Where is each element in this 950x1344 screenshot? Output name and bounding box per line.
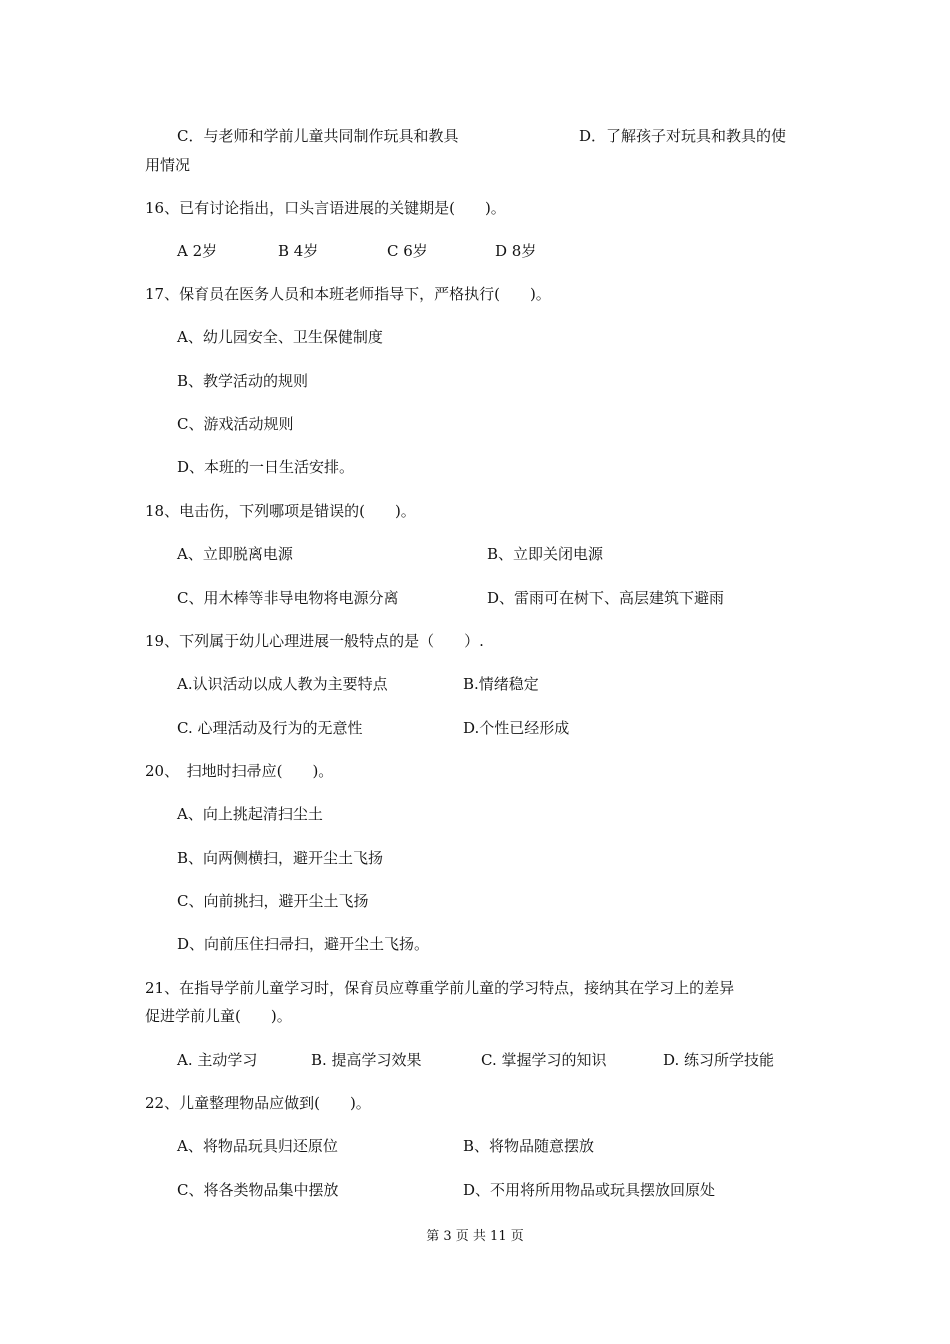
q22-option-a: A、将物品玩具归还原位 — [177, 1137, 338, 1155]
q19-stem: 19、下列属于幼儿心理进展一般特点的是（ ）. — [145, 632, 484, 650]
q17-option-c: C、游戏活动规则 — [177, 415, 294, 433]
q15-option-d-continued: 用情况 — [145, 156, 191, 174]
q17-option-d: D、本班的一日生活安排。 — [177, 458, 355, 476]
q17-option-a: A、幼儿园安全、卫生保健制度 — [177, 328, 383, 346]
q16-stem: 16、已有讨论指出，口头言语进展的关键期是( )。 — [145, 199, 506, 217]
q22-option-b: B、将物品随意摆放 — [463, 1137, 595, 1155]
q16-option-b: B 4岁 — [278, 242, 319, 260]
q18-option-b: B、立即关闭电源 — [487, 545, 604, 563]
q21-stem-continued: 促进学前儿童( )。 — [145, 1007, 292, 1025]
q18-option-d: D、雷雨可在树下、高层建筑下避雨 — [487, 589, 725, 607]
q16-option-d: D 8岁 — [495, 242, 537, 260]
q16-option-c: C 6岁 — [387, 242, 428, 260]
q21-option-b: B. 提高学习效果 — [311, 1051, 422, 1069]
q20-option-d: D、向前压住扫帚扫，避开尘土飞扬。 — [177, 935, 430, 953]
q18-option-a: A、立即脱离电源 — [177, 545, 293, 563]
q19-option-c: C. 心理活动及行为的无意性 — [177, 719, 363, 737]
q21-option-d: D. 练习所学技能 — [663, 1051, 775, 1069]
q20-stem: 20、 扫地时扫帚应( )。 — [145, 762, 334, 780]
q19-option-b: B.情绪稳定 — [463, 675, 539, 693]
q22-option-c: C、将各类物品集中摆放 — [177, 1181, 339, 1199]
q22-option-d: D、不用将所用物品或玩具摆放回原处 — [463, 1181, 716, 1199]
q17-stem: 17、保育员在医务人员和本班老师指导下，严格执行( )。 — [145, 285, 551, 303]
q19-option-d: D.个性已经形成 — [463, 719, 570, 737]
q20-option-a: A、向上挑起清扫尘土 — [177, 805, 323, 823]
q21-option-a: A. 主动学习 — [177, 1051, 258, 1069]
q20-option-c: C、向前挑扫，避开尘土飞扬 — [177, 892, 369, 910]
q17-option-b: B、教学活动的规则 — [177, 372, 309, 390]
q15-option-d: D．了解孩子对玩具和教具的使 — [579, 127, 787, 145]
q18-stem: 18、电击伤，下列哪项是错误的( )。 — [145, 502, 416, 520]
q22-stem: 22、儿童整理物品应做到( )。 — [145, 1094, 371, 1112]
q16-option-a: A 2岁 — [177, 242, 218, 260]
q21-stem: 21、在指导学前儿童学习时，保育员应尊重学前儿童的学习特点，接纳其在学习上的差异 — [145, 979, 735, 997]
page-number-footer: 第 3 页 共 11 页 — [426, 1229, 524, 1244]
q21-option-c: C. 掌握学习的知识 — [481, 1051, 607, 1069]
q19-option-a: A.认识活动以成人教为主要特点 — [177, 675, 388, 693]
q18-option-c: C、用木棒等非导电物将电源分离 — [177, 589, 399, 607]
q20-option-b: B、向两侧横扫，避开尘土飞扬 — [177, 849, 384, 867]
q15-option-c: C．与老师和学前儿童共同制作玩具和教具 — [177, 127, 459, 145]
